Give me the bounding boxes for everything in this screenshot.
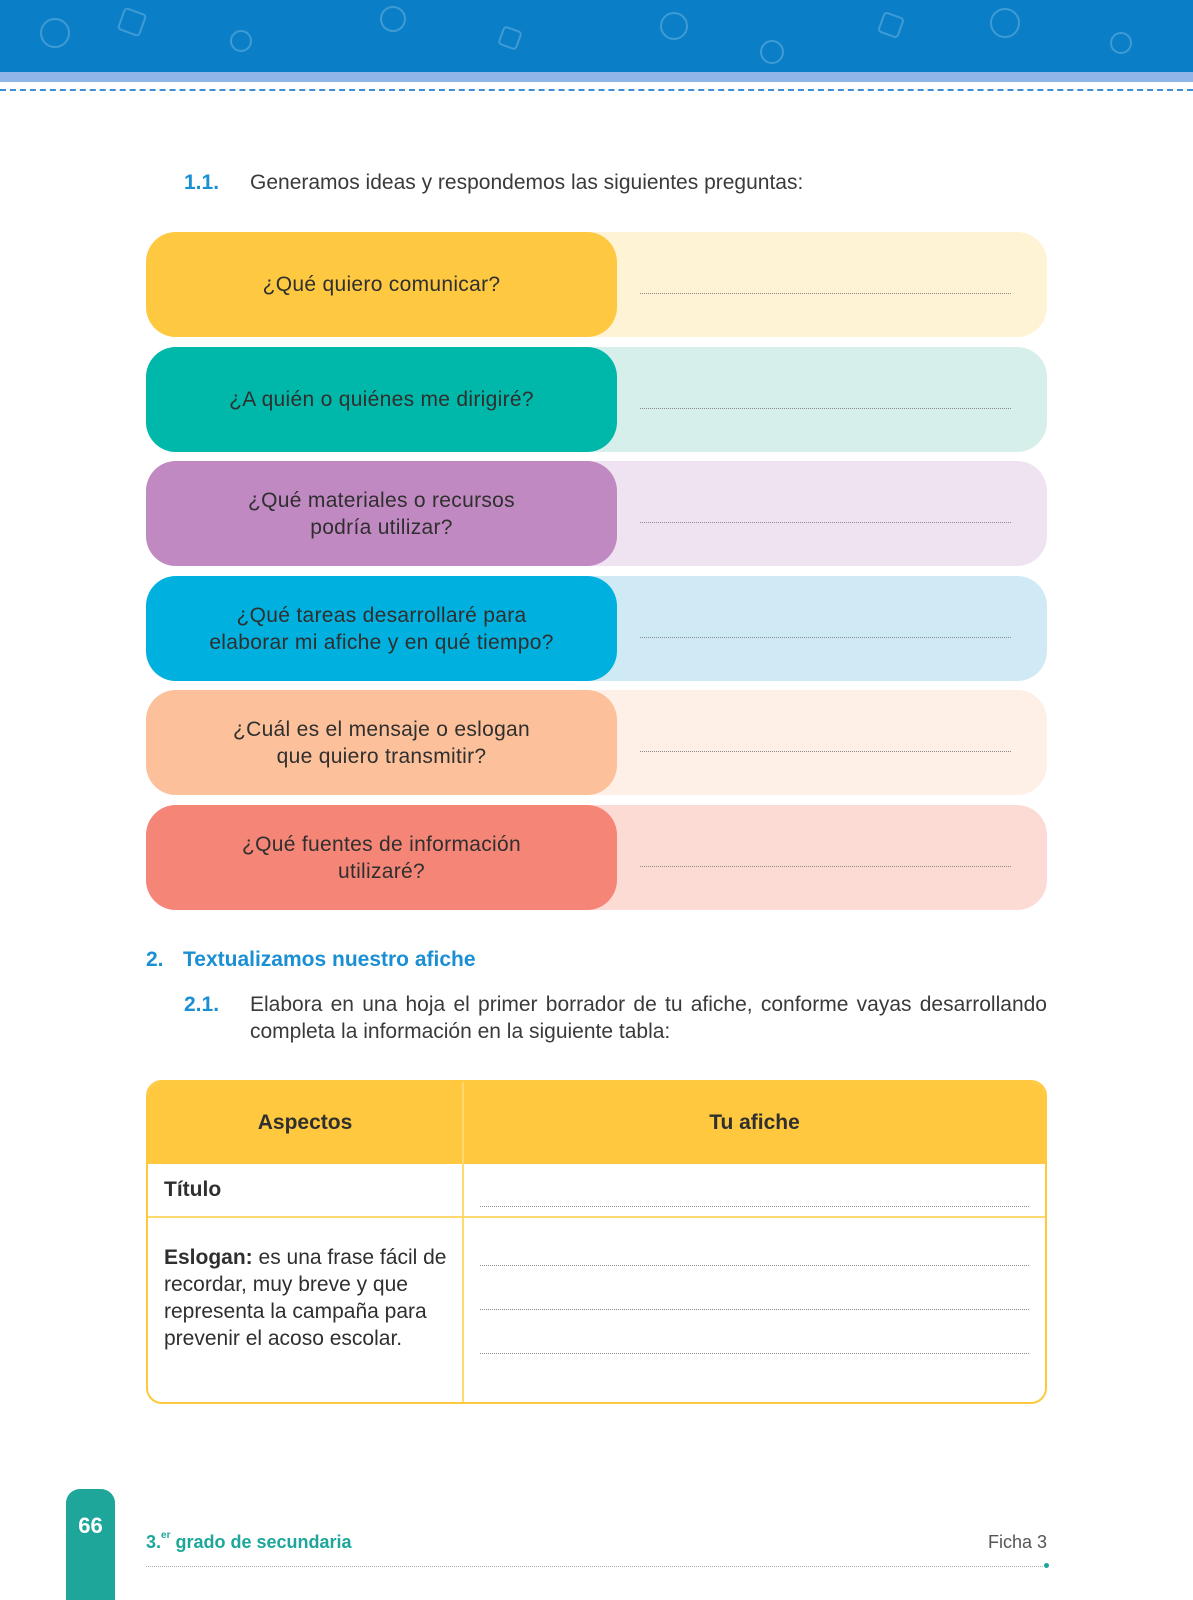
doodle-circle-icon	[230, 30, 252, 52]
question-label	[146, 232, 617, 337]
question-line-2: elaborar mi afiche y en qué tiempo?	[209, 630, 554, 654]
table-row-divider	[148, 1216, 1045, 1218]
question-row-3	[146, 461, 1047, 566]
question-line-1: ¿Cuál es el mensaje o eslogan	[232, 717, 531, 741]
table-header	[148, 1082, 1045, 1164]
question-label	[146, 576, 617, 681]
doodle-circle-icon	[990, 8, 1020, 38]
section-2-1-text: Elabora en una hoja el primer borrador de tu afiche, conforme vayas desarrollando completa la información en la siguiente tabla:	[250, 993, 1047, 1043]
table-column-divider	[462, 1082, 464, 1402]
section-2-title	[146, 948, 476, 972]
eslogan-definition: es una frase fácil de recordar, muy breve y que representa la campaña para prevenir el acoso escolar.	[164, 1246, 447, 1350]
question-label	[146, 347, 617, 452]
section-1-1-heading	[184, 171, 803, 195]
section-2-1-number: 2.1.	[184, 993, 220, 1016]
header-stripe	[0, 72, 1193, 82]
question-row-6	[146, 805, 1047, 910]
question-line-1: ¿Qué quiero comunicar?	[262, 273, 501, 296]
answer-line[interactable]	[640, 408, 1011, 409]
grade-prefix: 3.	[146, 1532, 162, 1552]
row-eslogan-label	[164, 1244, 454, 1352]
doodle-circle-icon	[380, 6, 406, 32]
page-number-tab	[66, 1489, 115, 1600]
answer-line[interactable]	[640, 751, 1011, 752]
eslogan-answer-line-1[interactable]	[480, 1265, 1029, 1266]
header-aspectos: Aspectos	[257, 1111, 353, 1134]
titulo-answer-line[interactable]	[480, 1206, 1029, 1207]
afiche-table	[146, 1080, 1047, 1404]
section-1-1-number: 1.1.	[184, 171, 220, 194]
doodle-square-icon	[117, 7, 148, 38]
header-band	[0, 0, 1193, 72]
eslogan-term: Eslogan:	[164, 1246, 253, 1269]
row-titulo-label: Título	[164, 1178, 222, 1201]
grade-superscript: er	[161, 1530, 171, 1541]
question-row-4	[146, 576, 1047, 681]
question-line-2: utilizaré?	[337, 859, 426, 883]
doodle-circle-icon	[1110, 32, 1132, 54]
section-2-number: 2.	[146, 948, 164, 971]
doodle-square-icon	[497, 25, 523, 51]
answer-line[interactable]	[640, 522, 1011, 523]
doodle-circle-icon	[660, 12, 688, 40]
doodle-square-icon	[877, 11, 905, 39]
section-2-1-paragraph	[184, 991, 1047, 1045]
header-dashed-divider	[0, 89, 1193, 91]
footer-ficha: Ficha 3	[987, 1532, 1047, 1552]
eslogan-answer-line-3[interactable]	[480, 1353, 1029, 1354]
answer-line[interactable]	[640, 866, 1011, 867]
question-label	[146, 690, 617, 795]
doodle-circle-icon	[40, 18, 70, 48]
question-row-1	[146, 232, 1047, 337]
answer-line[interactable]	[640, 293, 1011, 294]
question-row-2	[146, 347, 1047, 452]
section-2-title-text: Textualizamos nuestro afiche	[183, 948, 476, 971]
question-label	[146, 461, 617, 566]
question-line-2: que quiero transmitir?	[276, 744, 487, 768]
footer-grade	[146, 1532, 352, 1553]
footer-dotted-line	[146, 1566, 1043, 1567]
section-1-1-text: Generamos ideas y respondemos las siguientes preguntas:	[250, 171, 804, 194]
eslogan-answer-line-2[interactable]	[480, 1309, 1029, 1310]
grade-suffix: grado de secundaria	[170, 1532, 352, 1552]
answer-line[interactable]	[640, 637, 1011, 638]
question-line-1: ¿Qué fuentes de información	[242, 832, 521, 856]
page-number: 66	[78, 1513, 103, 1538]
question-row-5	[146, 690, 1047, 795]
question-line-2: podría utilizar?	[310, 515, 453, 539]
header-tu-afiche: Tu afiche	[709, 1111, 800, 1134]
question-line-1: ¿A quién o quiénes me dirigiré?	[229, 388, 534, 411]
question-line-1: ¿Qué tareas desarrollaré para	[236, 603, 527, 627]
footer-dot	[1044, 1563, 1049, 1568]
question-line-1: ¿Qué materiales o recursos	[248, 488, 515, 512]
doodle-circle-icon	[760, 40, 784, 64]
question-label	[146, 805, 617, 910]
